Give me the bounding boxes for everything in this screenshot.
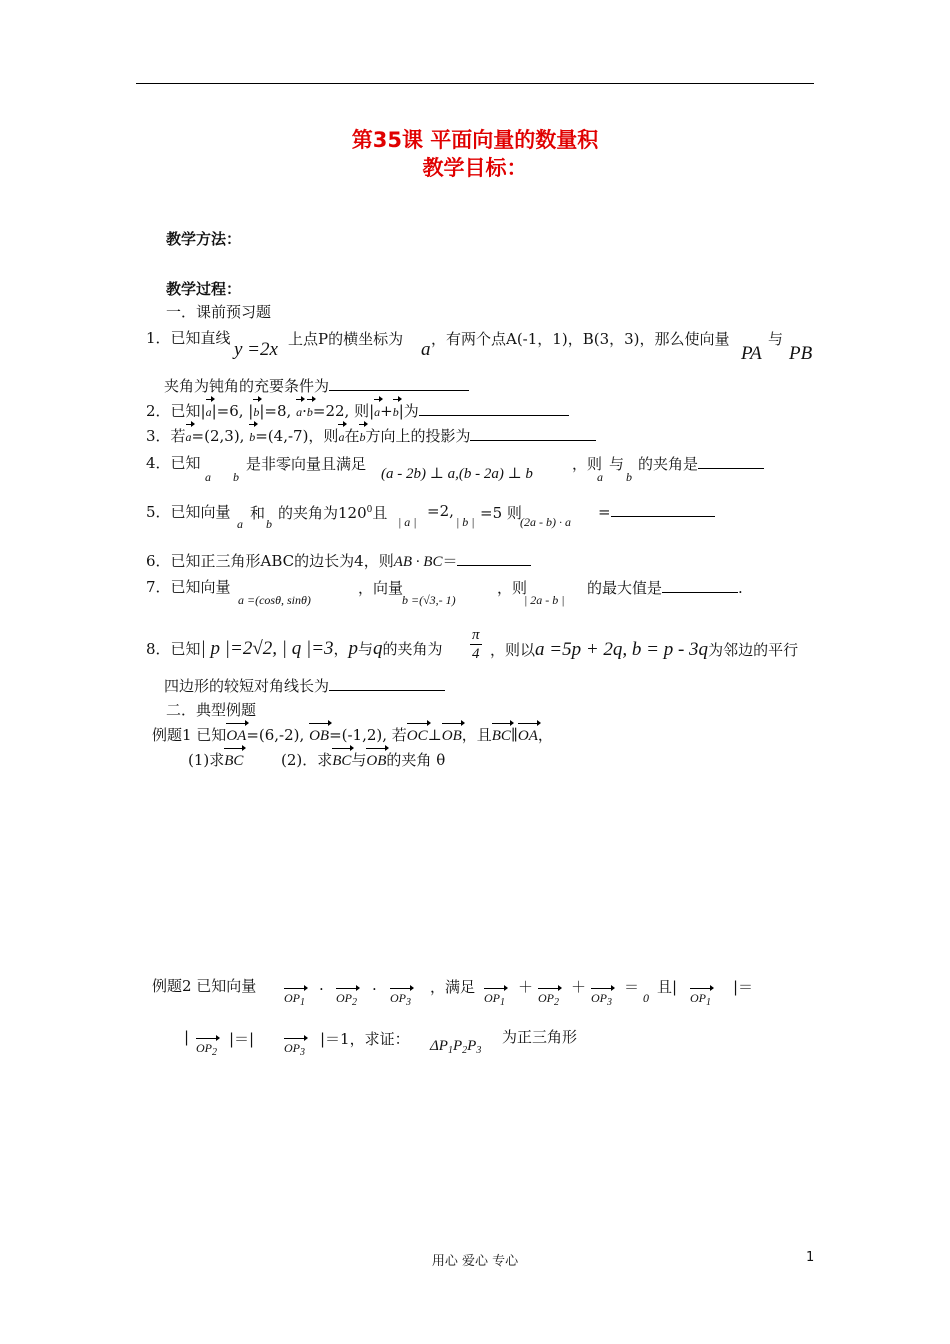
ex2-op1-text: OP <box>284 991 300 1005</box>
ex2-abs-op2 <box>196 1041 217 1058</box>
q1-line-2 <box>164 376 469 396</box>
ex2-text-h: 为正三角形 <box>502 1028 578 1046</box>
page-number: 1 <box>806 1250 815 1265</box>
ex2-tri-p2: P <box>452 1038 463 1054</box>
ex2-text-c: 且| <box>657 978 678 996</box>
q8-expression: a =5p + 2q, b = p - 3q <box>535 639 709 660</box>
examples-section-heading: 二．典型例题 <box>166 701 257 719</box>
ex2-vec-op2 <box>336 991 357 1008</box>
teaching-process-heading: 教学过程： <box>166 280 242 298</box>
q4-text-d: 与 <box>609 455 625 473</box>
q1-text-d: 与 <box>768 330 784 348</box>
ex1-part1-label: (1)求 <box>188 751 225 769</box>
q4-text-b: 是非零向量且满足 <box>246 455 367 473</box>
ex2-triangle <box>430 1038 481 1056</box>
ex2-op2-sub: 2 <box>352 997 357 1008</box>
q2-text-a: 2．已知| <box>146 402 206 420</box>
q4-vec-b2: b <box>626 470 632 484</box>
ex2-abs-op2-text: OP <box>196 1041 212 1055</box>
ex1-part2-tail: 的夹角 θ <box>386 751 446 769</box>
q7-text-a: 7．已知向量 <box>146 578 231 596</box>
q8-text-c: 与 <box>358 640 374 658</box>
ex2-text-d: |＝ <box>733 978 754 996</box>
q4-vec-b: b <box>233 470 239 484</box>
question-6 <box>146 551 531 572</box>
q8-text-g: 四边形的较短对角线长为 <box>164 677 330 695</box>
ex1-vec-oa: OA <box>226 728 247 744</box>
q8-angle-fraction <box>470 626 482 663</box>
q8-text-f: 为邻边的平行 <box>708 641 799 659</box>
q6-text-a: 6．已知正三角形ABC的边长为4，则 <box>146 552 394 570</box>
q8-line-2 <box>164 676 445 696</box>
q2-vec-b2: b <box>307 402 313 422</box>
q8-condition: | p |=2√2, | q |=3 <box>200 638 334 659</box>
q2-vec-a3: a <box>374 402 380 422</box>
q5-text-c: 的夹角为120 <box>278 504 367 522</box>
q5-vec-b: b <box>266 517 272 531</box>
q7-tail <box>587 577 743 598</box>
ex1-text-b: =(6,-2), <box>246 726 305 744</box>
q2-text-d: =22, 则| <box>312 402 375 420</box>
q1-vector-pb: PB <box>789 343 813 364</box>
ex2-dot-2: . <box>372 976 377 994</box>
ex2-sum-op2-sub: 2 <box>554 997 559 1008</box>
preview-section-heading: 一．课前预习题 <box>166 303 272 321</box>
ex2-sum-op1 <box>484 991 505 1008</box>
ex2-sum-op3 <box>591 991 612 1008</box>
q2-vec-a: a <box>206 402 212 422</box>
q3-text-d: 在 <box>344 427 360 445</box>
question-1 <box>146 328 231 348</box>
ex1-text-d: ⊥ <box>427 726 442 744</box>
q7-text-d: 的最大值是 <box>587 579 663 597</box>
q2-answer-blank <box>419 401 569 416</box>
q2-text-c: |=8, <box>259 402 292 420</box>
ex2-abs-op3-sub: 3 <box>300 1047 305 1058</box>
q8-text-b: ， <box>333 640 349 658</box>
q1-variable-a: a <box>421 339 431 360</box>
q5-degree: 0 <box>366 505 373 515</box>
q3-text-e: 方向上的投影为 <box>365 427 471 445</box>
q6-expression: AB · BC <box>393 554 443 570</box>
q8-text-d: 的夹角为 <box>382 640 443 658</box>
q1-vector-pa: PA <box>741 343 762 364</box>
q8-var-p: p <box>348 638 359 659</box>
ex2-abs-op1 <box>690 991 711 1008</box>
ex2-tri-sub3: 3 <box>476 1045 482 1056</box>
question-7 <box>146 577 231 597</box>
q4-answer-blank <box>698 454 764 469</box>
ex2-text-g: |＝1，求证： <box>320 1030 410 1048</box>
q5-tail <box>598 502 715 521</box>
q2-text-b: |=6, | <box>211 402 254 420</box>
q3-vec-a2: a <box>338 427 344 447</box>
q1-text-b: 上点P的横坐标为 <box>288 330 404 348</box>
ex2-text-f: |＝| <box>229 1030 255 1048</box>
ex2-sum-op3-sub: 3 <box>607 997 612 1008</box>
q3-text-a: 3．若 <box>146 427 186 445</box>
ex1-part2-and: 与 <box>351 751 367 769</box>
ex2-vec-op1 <box>284 991 305 1008</box>
q3-vec-b2: b <box>359 427 365 447</box>
q8-text-e: ，则以 <box>490 641 536 659</box>
q3-vec-a: a <box>186 427 192 447</box>
ex2-sum-op2 <box>538 991 559 1008</box>
q1-text-e: 夹角为钝角的充要条件为 <box>164 377 330 395</box>
q5-abs-a: | a | <box>398 515 417 529</box>
q4-tail <box>638 453 764 474</box>
q4-condition: (a - 2b) ⊥ a,(b - 2a) ⊥ b <box>381 466 533 482</box>
ex2-tri-sub1: 1 <box>447 1045 453 1056</box>
ex2-text-e: | <box>184 1028 190 1046</box>
lesson-objectives-heading: 教学目标： <box>422 156 528 180</box>
ex2-op3-text: OP <box>390 991 406 1005</box>
example-2-label <box>152 976 256 996</box>
q5-text-g: = <box>598 503 611 521</box>
question-5 <box>146 502 231 522</box>
ex2-sum-op1-text: OP <box>484 991 500 1005</box>
ex2-op1-sub: 1 <box>300 997 305 1008</box>
q8-text-a: 8．已知 <box>146 640 201 658</box>
ex2-equals: ＝ <box>624 978 640 996</box>
q7-vector-a-def: a =(cosθ, sinθ) <box>238 593 311 607</box>
ex2-abs-op3 <box>284 1041 305 1058</box>
q5-text-a: 5．已知向量 <box>146 503 231 521</box>
example-1-parts <box>188 750 445 771</box>
ex1-vec-oa2: OA <box>517 728 538 744</box>
example-1 <box>152 725 553 746</box>
ex1-text-a: 例题1 已知 <box>152 726 227 744</box>
page-footer: 用心 爱心 专心 <box>431 1254 519 1269</box>
q8-fraction-numerator: π <box>472 627 480 643</box>
question-2: 2．已知|a|=6, |b|=8, a·b=22, 则|a+b|为 <box>146 401 569 422</box>
q8-answer-blank <box>329 676 445 691</box>
q7-text-e: . <box>738 579 743 597</box>
q8-var-q: q <box>373 638 383 659</box>
ex2-abs-op1-sub: 1 <box>706 997 711 1008</box>
q4-text-a: 4．已知 <box>146 454 201 472</box>
q2-vec-b: b <box>253 402 259 422</box>
ex2-tri-p: ΔP <box>430 1038 448 1054</box>
ex1-part2-label: (2)．求 <box>280 751 333 769</box>
q7-expression: | 2a - b | <box>524 593 565 607</box>
ex1-part2-vec-bc: BC <box>332 753 352 769</box>
ex1-text-f: ∥ <box>510 726 518 744</box>
q1-text-c: ，有两个点A(-1，1)，B(3，3)，那么使向量 <box>431 330 730 348</box>
q3-answer-blank <box>470 426 596 441</box>
ex2-abs-op3-text: OP <box>284 1041 300 1055</box>
ex1-text-g: ， <box>537 726 553 744</box>
q1-answer-blank <box>329 376 469 391</box>
q7-answer-blank <box>662 578 738 593</box>
ex2-plus-2: ＋ <box>571 978 587 996</box>
q4-text-e: 的夹角是 <box>638 455 699 473</box>
ex2-tri-p3: P <box>467 1038 477 1054</box>
ex1-vec-bc: BC <box>491 728 511 744</box>
q8-fraction-denominator: 4 <box>472 646 480 662</box>
q5-angle-text <box>278 502 387 523</box>
q5-text-e: =2, <box>427 502 454 520</box>
q2-text-e: |为 <box>398 402 419 420</box>
q5-expression: (2a - b) · a <box>520 515 571 529</box>
ex2-sum-op1-sub: 1 <box>500 997 505 1008</box>
ex2-op2-text: OP <box>336 991 352 1005</box>
q3-text-c: =(4,-7)，则 <box>255 427 339 445</box>
question-8 <box>146 639 443 659</box>
q4-text-c: ，则 <box>572 455 603 473</box>
lesson-title: 第35课 平面向量的数量积 <box>351 128 599 152</box>
question-4 <box>146 453 201 473</box>
ex1-text-c: =(-1,2), 若 <box>329 726 407 744</box>
question-3 <box>146 426 596 447</box>
ex1-vec-oc: OC <box>406 728 428 744</box>
ex2-tri-sub2: 2 <box>462 1045 468 1056</box>
ex1-vec-ob: OB <box>309 728 330 744</box>
q3-vec-b: b <box>249 427 255 447</box>
ex1-text-e: ，且 <box>461 726 492 744</box>
ex1-part1-vec-bc: BC <box>224 753 244 769</box>
q2-vec-a2: a <box>296 402 302 422</box>
ex2-vec-op3 <box>390 991 411 1008</box>
ex2-abs-op1-text: OP <box>690 991 706 1005</box>
q6-text-b: ＝ <box>442 552 458 570</box>
ex2-dot-1: . <box>319 976 324 994</box>
q5-text-b: 和 <box>250 504 266 522</box>
q4-vec-a2: a <box>597 470 603 484</box>
q1-line-equation: y =2x <box>234 339 278 360</box>
ex1-part2-vec-ob: OB <box>366 753 387 769</box>
q7-text-c: ，则 <box>497 579 528 597</box>
q5-answer-blank <box>611 502 715 517</box>
ex2-zero-vector: 0 <box>643 991 649 1005</box>
q4-vec-a: a <box>205 470 211 484</box>
ex2-abs-op2-sub: 2 <box>212 1047 217 1058</box>
ex2-plus-1: ＋ <box>518 978 534 996</box>
q5-vec-a: a <box>237 517 243 531</box>
q5-abs-b: | b | <box>456 515 475 529</box>
q5-text-d: 且 <box>372 504 388 522</box>
ex2-text-b: ，满足 <box>430 978 476 996</box>
q1-text-a: 1．已知直线 <box>146 329 231 347</box>
ex2-sum-op3-text: OP <box>591 991 607 1005</box>
ex2-sum-op2-text: OP <box>538 991 554 1005</box>
header-rule <box>136 83 814 84</box>
q2-vec-b3: b <box>393 402 399 422</box>
teaching-method-heading: 教学方法： <box>166 230 242 248</box>
q8-tail <box>490 639 798 661</box>
q7-text-b: ，向量 <box>358 579 404 597</box>
q3-text-b: =(2,3), <box>191 427 245 445</box>
ex2-text-a: 例题2 已知向量 <box>152 977 257 995</box>
ex1-vec-ob2: OB <box>441 728 462 744</box>
q6-answer-blank <box>457 551 531 566</box>
q5-text-f: =5 则 <box>480 504 522 522</box>
q7-vector-b-def: b =(√3,- 1) <box>402 593 456 607</box>
ex2-op3-sub: 3 <box>406 997 411 1008</box>
